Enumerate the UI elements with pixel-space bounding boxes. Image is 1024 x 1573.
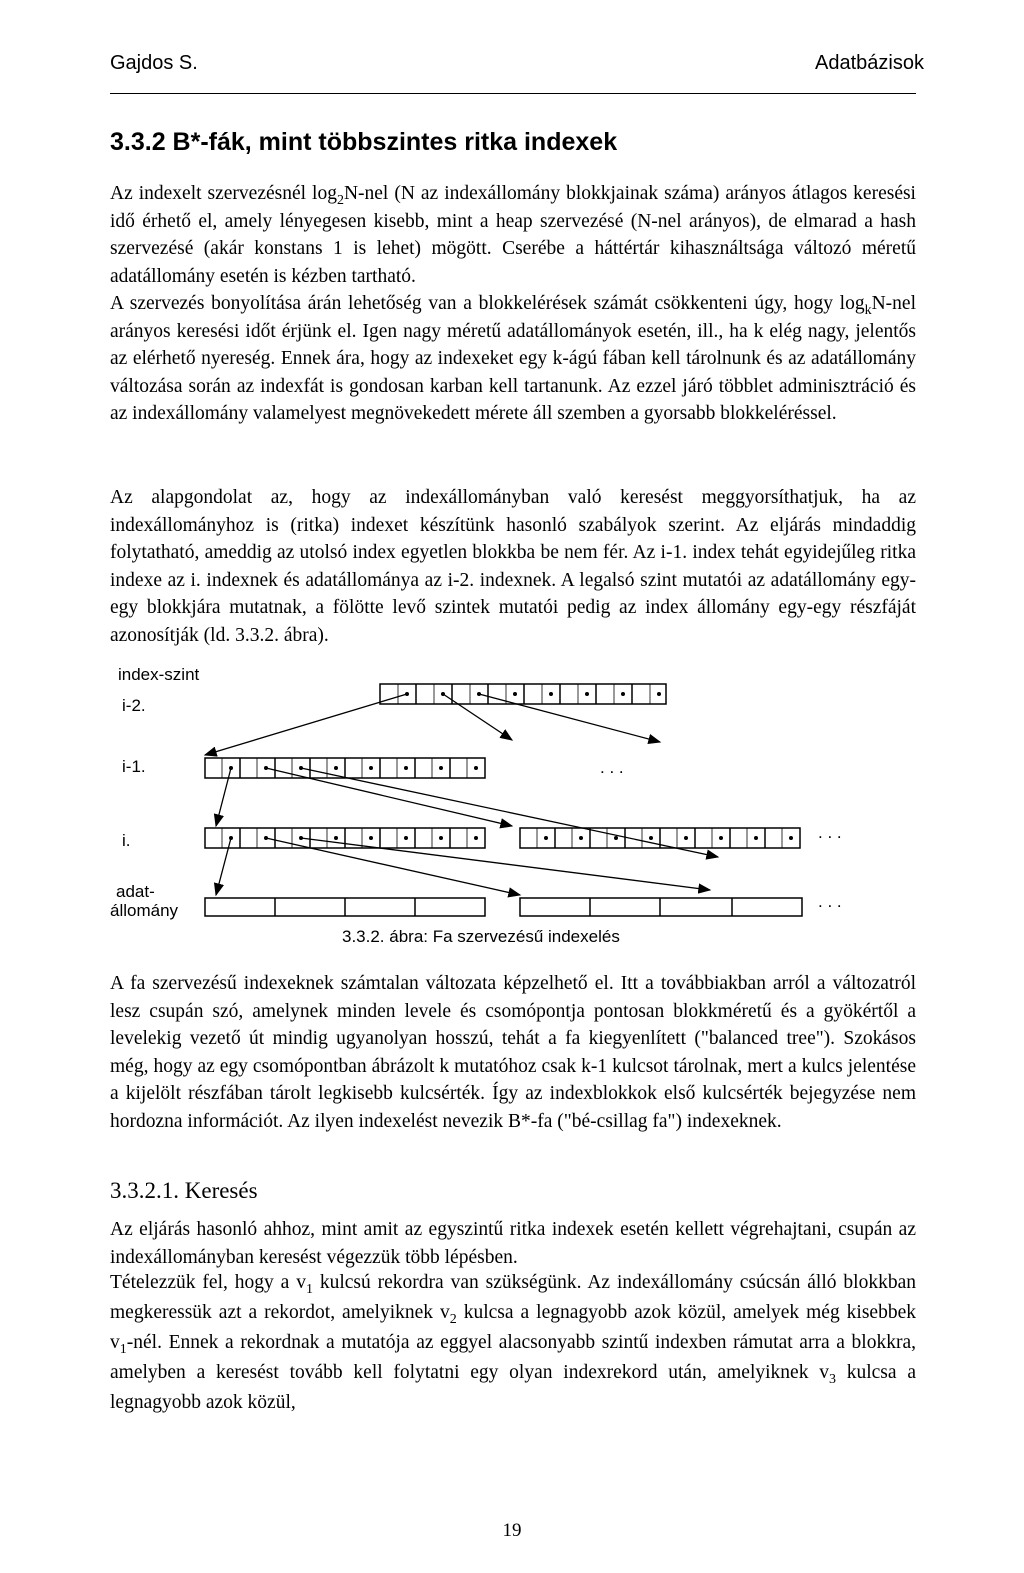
paragraph-5: Az eljárás hasonló ahhoz, mint amit az egyszintű ritka indexek esetén kellett végrehajtani, csupán az indexállományban keresést végezzük több lépésben.	[110, 1219, 916, 1268]
paragraph-3: Az alapgondolat az, hogy az indexállományban való keresést meggyorsíthatjuk, ha az indexállományhoz is (ritka) indexet készítünk hasonló szabályok szerint. Az eljárás mindaddig folytatható, ameddig az utolsó index egyetlen blokkba be nem fér. Az i-1. index tehát egyidejűleg ritka indexe az i. indexnek és adatállománya az i-2. indexnek. A legalsó szint mutatói az adatállomány egy-egy blokkjára mutatnak, a fölötte levő szintek mutatói pedig az index állomány egy-egy részfáját azonosítják (ld. 3.3.2. ábra).	[110, 487, 916, 646]
paragraph-2: A szervezés bonyolítása árán lehetőség van a blokkelérések számát csökkenteni úgy, hogy $\log_kN$-nel arányos keresési időt érjünk el. Igen nagy méretű adatállományok esetén, ill., ha k elég nagy, jelentős az elérhető nyereség. Ennek ára, hogy az indexeket egy k-ágú fában kell tárolnunk és az adatállomány változása során az indexfát is gondosan karban kell tartanunk. Az ezzel járó többlet adminisztráció és az indexállomány valamelyest megnövekedett mérete áll szemben a gyorsabb blokkeléréssel.	[110, 293, 916, 424]
ellipsis-data: . . .	[818, 892, 842, 911]
figure-caption: 3.3.2. ábra: Fa szervezésű indexelés	[342, 927, 620, 946]
header-rule	[110, 93, 916, 94]
paragraph-6: Tételezzük fel, hogy a $v_1$ kulcsú rekordra van szükségünk. Az indexállomány csúcsán álló blokkban megkeressük azt a rekordot, amelyiknek $v_2$ kulcsa a legnagyobb azok közül, amelyek még kisebbek $v_1$-nél. Ennek a rekordnak a mutatója az eggyel alacsonyabb szintű indexben rámutat arra a blokkra, amelyben a keresést tovább kell folytatni egy olyan indexrekord után, amelyiknek $v_3$ kulcsa a legnagyobb azok közül,	[110, 1272, 916, 1413]
running-header-title: Adatbázisok	[815, 52, 924, 74]
section-title: 3.3.2 B*-fák, mint többszintes ritka indexek	[110, 128, 618, 156]
level-label-i: i.	[122, 831, 131, 850]
pointer-arrows	[205, 694, 718, 895]
subsection-title: 3.3.2.1. Keresés	[110, 1178, 258, 1203]
paragraph-4: A fa szervezésű indexeknek számtalan változata képzelhető el. Itt a továbbiakban arról a változatról lesz csupán szó, amelynek minden levele és csomópontja pontosan blokkméretű és a gyökértől a levelekig vezető út mindig ugyanolyan hosszú, tehát a fa kiegyenlített ("balanced tree"). Szokásos még, hogy az egy csomópontban ábrázolt k mutatóhoz csak k-1 kulcsot tárolnak, mert a kulcs jelentése a kijelölt részfában tárolt legkisebb kulcsérték. Így az indexblokkok első kulcsérték bejegyzése nem hordozna információt. Az ilyen indexelést nevezik B*-fa ("bé-csillag fa") indexeknek.	[110, 973, 916, 1132]
data-label-line2: állomány	[110, 901, 179, 920]
level-label-i2: i-2.	[122, 696, 146, 715]
page-number: 19	[502, 1520, 522, 1541]
figure-b-tree-diagram	[0, 650, 1024, 950]
data-label-line1: adat-	[116, 882, 155, 901]
index-level-label: index-szint	[118, 665, 200, 684]
pointer-dots-i-2	[544, 836, 793, 840]
running-header-author: Gajdos S.	[110, 52, 198, 74]
paragraph-1: Az indexelt szervezésnél $\log_2N$-nel (N az indexállomány blokkjainak száma) arányos átlagos keresési idő érhető el, amely lényegesen kisebb, mint a heap szervezésé (N-nel arányos), de elmarad a hash szervezésé (akár konstans 1 is lehet) mögött. Cserébe a háttértár kihasználtsága változó méretű adatállomány esetén is kézben tartható.	[110, 183, 916, 287]
ellipsis-i: . . .	[818, 823, 842, 842]
data-file-blocks	[205, 898, 802, 916]
ellipsis-i1: . . .	[600, 758, 624, 777]
level-label-i1: i-1.	[122, 757, 146, 776]
